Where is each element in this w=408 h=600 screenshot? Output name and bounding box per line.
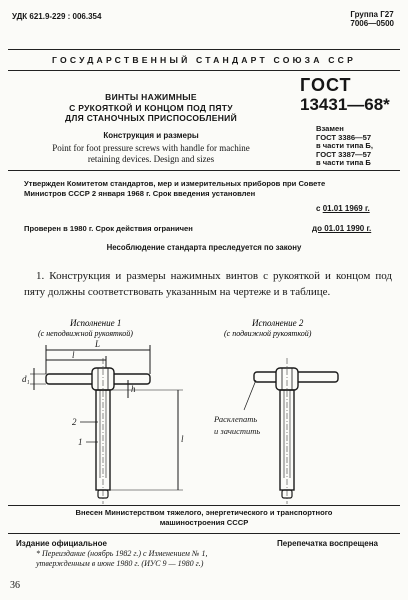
- okp-code: 7006—0500: [350, 19, 394, 28]
- note-clean: и зачистить: [214, 426, 261, 436]
- udk-code: УДК 621.9-229 : 006.354: [12, 12, 102, 21]
- version-1-figure: [30, 345, 183, 504]
- reissue-line: утвержденным в июне 1980 г. (ИУС 9 — 1980 г.): [36, 559, 204, 568]
- label-l-vertical: l: [181, 434, 184, 444]
- label-h: h: [131, 384, 136, 394]
- expiry-date: до 01.01 1990 г.: [312, 224, 372, 233]
- label-leader-1: 1: [78, 437, 83, 447]
- note-rivet: Расклепать: [214, 414, 258, 424]
- bottom-rule: [8, 505, 400, 506]
- version-1-title: Исполнение 1: [70, 318, 122, 328]
- effective-date: [316, 204, 370, 213]
- date-prefix: с: [316, 204, 321, 213]
- note-leader-line: [244, 380, 256, 410]
- gost-number-block: [300, 75, 390, 115]
- reprint-prohibited: Перепечатка воспрещена: [277, 539, 378, 548]
- replaces-line: в части типа Б,: [316, 141, 374, 151]
- replaces-line: ГОСТ 3387—57: [316, 149, 372, 159]
- version-2-subtitle: (с подвижной рукояткой): [224, 329, 312, 338]
- label-d1: d₁: [22, 374, 30, 384]
- replaces-line: ГОСТ 3386—57: [316, 132, 372, 142]
- replaces-block: [316, 125, 373, 168]
- checked-text: Проверен в 1980 г. Срок действия ограничен: [24, 224, 193, 233]
- label-l-top: l: [72, 350, 75, 360]
- version-2-labels: [213, 414, 260, 436]
- page-number: 36: [10, 580, 20, 591]
- title-en: [36, 143, 266, 165]
- title-rule: [8, 70, 400, 71]
- submitted-line: машиностроения СССР: [159, 517, 249, 527]
- top-rule: [8, 49, 400, 50]
- submitted-line: Внесен Министерством тяжелого, энергетического и транспортного: [75, 508, 333, 517]
- reissue-note: [36, 549, 396, 569]
- approval-line: Утвержден Комитетом стандартов, мер и измерительных приборов при Совете: [24, 179, 326, 188]
- violation-notice: Несоблюдение стандарта преследуется по закону: [106, 243, 302, 252]
- footer-rule: [8, 533, 400, 534]
- submitted-by: [0, 508, 408, 527]
- label-L: L: [95, 339, 101, 349]
- group-label: Группа Г27: [350, 10, 394, 19]
- title-ru-line: ДЛЯ СТАНОЧНЫХ ПРИСПОСОБЛЕНИЙ: [65, 113, 237, 123]
- version-1-subtitle: (с неподвижной рукояткой): [38, 329, 133, 338]
- document-titles: [36, 92, 266, 165]
- group-code: [350, 10, 394, 28]
- gost-number: 13431—68*: [300, 95, 390, 114]
- replaces-label: Взамен: [316, 124, 344, 133]
- title-en-line: retaining devices. Design and sizes: [87, 153, 215, 164]
- gost-word: ГОСТ: [300, 75, 352, 95]
- reissue-line: * Переиздание (ноябрь 1982 г.) с Изменением № 1,: [36, 549, 208, 558]
- title-ru-line: С РУКОЯТКОЙ И КОНЦОМ ПОД ПЯТУ: [69, 102, 233, 113]
- date-value: 01.01 1969 г.: [322, 204, 370, 213]
- standard-title: ГОСУДАРСТВЕННЫЙ СТАНДАРТ СОЮЗА ССР: [51, 55, 357, 65]
- approval-text: [24, 179, 394, 198]
- title-ru: [36, 92, 266, 124]
- version-2-title: Исполнение 2: [252, 318, 304, 328]
- paragraph-1: 1. Конструкция и размеры нажимных винтов с рукояткой и концом под пяту должны соответствовать указанным на чертеже и в таблице.: [24, 270, 392, 298]
- official-edition: Издание официальное: [16, 539, 107, 548]
- title-en-line: Point for foot pressure screws with handle for machine: [52, 142, 250, 153]
- technical-drawing: [8, 318, 400, 506]
- approval-line: Министров СССР 2 января 1968 г. Срок введения установлен: [24, 188, 256, 198]
- label-leader-2: 2: [72, 417, 77, 427]
- title-ru-line: ВИНТЫ НАЖИМНЫЕ: [105, 92, 197, 102]
- replaces-line: в части типа Б: [316, 158, 371, 168]
- subtitle-ru: Конструкция и размеры: [103, 130, 199, 140]
- mid-rule: [8, 170, 400, 171]
